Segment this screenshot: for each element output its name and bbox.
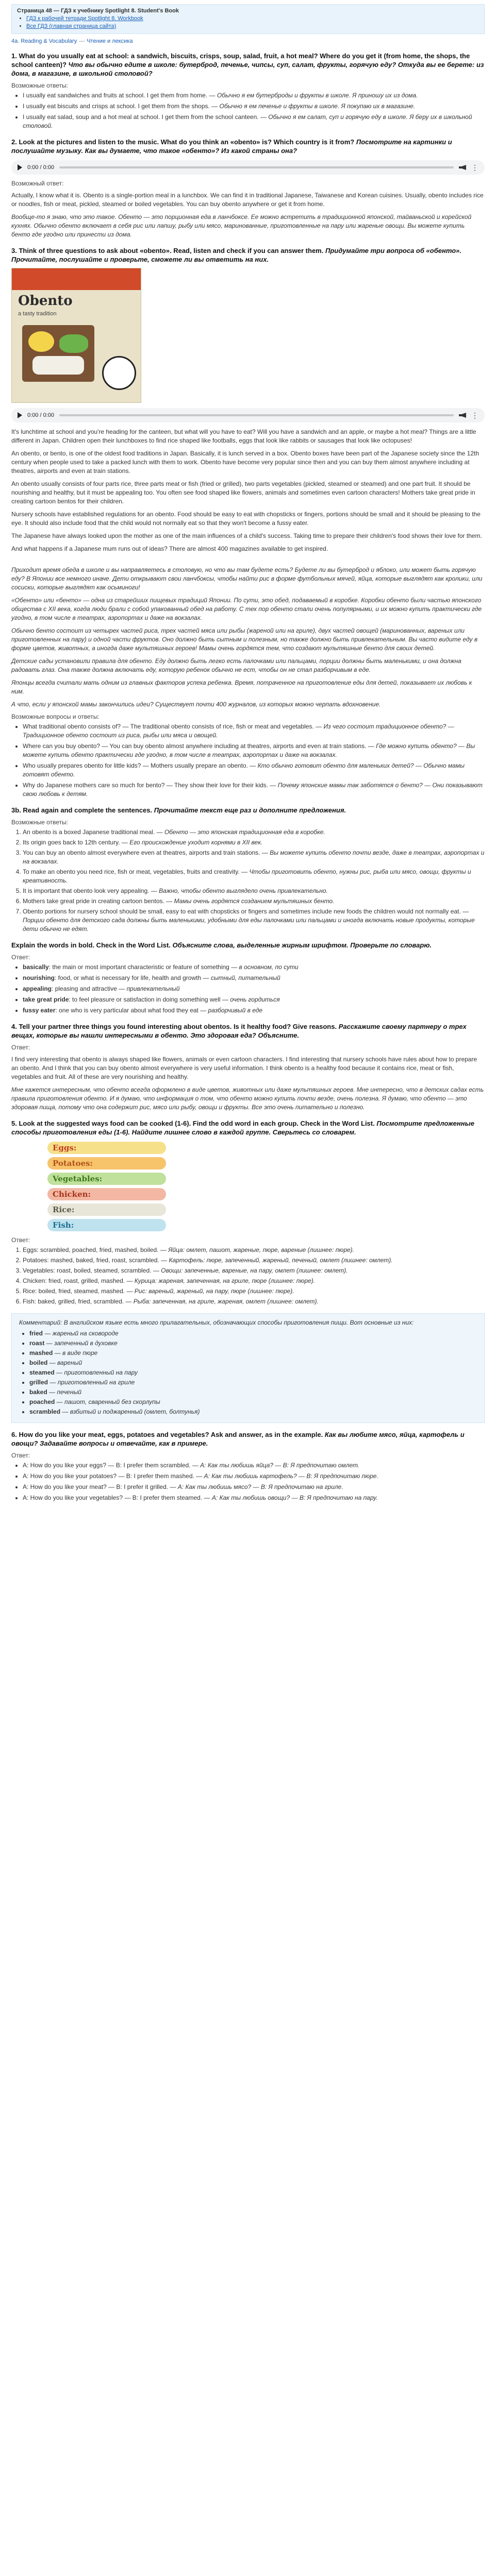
list-item: • grilled — приготовленный на гриле bbox=[29, 1378, 477, 1387]
vocab-word: basically bbox=[23, 963, 49, 971]
answer-en: To make an obento you need rice, fish or meat, vegetables, fruits and creativity. bbox=[23, 868, 240, 875]
answer-ru: Порции обенто для детского сада должны быть маленькими, удобными для еды палочками или пальцами и иногда включать новые продукты, которые дети обычно не едят. bbox=[23, 917, 475, 933]
vocab-word: fussy eater bbox=[23, 1007, 56, 1014]
vocab-translation: сытный, питательный bbox=[210, 974, 280, 981]
nav-link-item bbox=[26, 23, 479, 30]
translation-paragraph: Детские сады установили правила для обенто. Еду должно быть легко есть палочками или пальцами, порции должны быть маленькими, и она должна радовать глаз. Она также должна включать еду, которую ребенок обычно не ест, чтобы он не стал разборчивым в еде. bbox=[11, 657, 461, 673]
vocab-translation: разборчивый в еде bbox=[208, 1007, 263, 1014]
audio-player-1[interactable] bbox=[11, 160, 485, 175]
task-4-question bbox=[11, 1022, 485, 1040]
translation-paragraph: «Обенто» или «бенто» — одна из старейших пищевых традиций Японии. По сути, это обед, подаваемый в коробке. Коробки обенто были частью японского общества с XII века, когда люди брали с собой упакованный обед на работу. С тех пор обенто стали очень популярными, и их можно купить практически где угодно, в том числе в театрах, аэропортах и даже на вокзалах. bbox=[11, 597, 482, 621]
task-5-answers bbox=[11, 1246, 485, 1306]
cooking-term-ru: печеный bbox=[57, 1388, 81, 1396]
audio-player-2[interactable] bbox=[11, 408, 485, 422]
text-paragraph: An obento usually consists of four parts rice, three parts meat or fish (fried or grilled), two parts vegetables (pickled, steamed or steamed) and one part fruit. It should be nourishing and healthy, but it must be appealing too. You often see food shaped like flowers, animals and sometimes even cartoon characters! Mothers take great pride in creating cartoon bentos for their children. bbox=[11, 480, 475, 505]
obento-book-image bbox=[11, 268, 141, 403]
answer-ru: Обычно я ем бутерброды и фрукты в школе. Я приношу их из дома. bbox=[217, 92, 418, 99]
task-4-label: Ответ: bbox=[11, 1044, 30, 1051]
answer-ru: Обычно я ем печенье и фрукты в школе. Я покупаю их в магазине. bbox=[219, 103, 416, 110]
translation-paragraph: А что, если у японской мамы закончились идеи? Существует почти 400 журналов, из которых можно черпать вдохновение. bbox=[11, 701, 381, 708]
task-3b-ru: Прочитайте текст еще раз и дополните предложения. bbox=[154, 806, 346, 814]
cooking-term: scrambled bbox=[29, 1408, 61, 1415]
task-3-en: 3. Think of three questions to ask about «obento». Read, listen and check if you can answer them. bbox=[11, 247, 324, 255]
text-paragraph: An obento, or bento, is one of the oldest food traditions in Japan. Basically, it is lunch served in a box. Obento boxes have been part of the Japanese society since the 12th century when people used to take a packed lunch with them to work. Obento have become very popular since then and you can buy them almost anywhere including at theatres, airports and even at train stations. bbox=[11, 450, 480, 474]
food-label-chicken: Chicken: bbox=[47, 1188, 166, 1200]
book-header-band bbox=[12, 268, 141, 290]
list-item: 1. Eggs: scrambled, poached, fried, mashed, boiled. — Яйца: омлет, пашот, жареные, пюре, вареные (лишнее: пюре). bbox=[23, 1246, 485, 1255]
answer-en: What traditional obento consists of? — The traditional obento consists of rice, fish or meat and vegetables. bbox=[23, 723, 314, 730]
answer-ru: Овощи: запеченные, вареные, на пару, омлет (лишнее: омлет). bbox=[161, 1267, 348, 1274]
play-icon[interactable] bbox=[18, 164, 22, 171]
list-item: • fried — жареный на сковороде bbox=[29, 1329, 477, 1338]
comment-intro: Комментарий: В английском языке есть много прилагательных, обозначающих способы приготовления пищи. Вот основные из них: bbox=[19, 1319, 414, 1326]
vocab-definition: one who is very particular about what food they eat bbox=[59, 1007, 199, 1014]
list-item: • mashed — в виде пюре bbox=[29, 1349, 477, 1358]
list-item: • baked — печеный bbox=[29, 1388, 477, 1397]
answer-en: I usually eat biscuits and crisps at school. I get them from the shops. bbox=[23, 103, 210, 110]
list-item: • A: How do you like your potatoes? — B: I prefer them mashed. — A: Как ты любишь картофель? — B: Я предпочитаю пюре. bbox=[23, 1472, 485, 1481]
breadcrumb-separator: — bbox=[79, 38, 85, 44]
answer-ru: Картофель: пюре, запеченный, жареный, печеный, омлет (лишнее: омлет). bbox=[169, 1257, 393, 1264]
list-item: • A: How do you like your vegetables? — B: I prefer them steamed. — A: Как ты любишь овощи? — B: Я предпочитаю на пару. bbox=[23, 1494, 485, 1502]
text-paragraph: Nursery schools have established regulations for an obento. Food should be easy to eat with chopsticks or fingers, portions should be small and it should be pleasing to the eye. It should also include food that the child would not normally eat so that they won't become a fussy eater. bbox=[11, 511, 481, 527]
vocab-word: appealing bbox=[23, 985, 52, 992]
cooking-term-ru: запеченный в духовке bbox=[54, 1340, 118, 1347]
task-2-answer-ru: Вообще-то я знаю, что это такое. Обенто — это порционная еда в ланчбоксе. Ее можно встретить в традиционной японской, тайваньской и корейской кухнях. Обычно обенто включает в себя рис или лапшу, рыбу или мясо, маринованные, приготовленные на пару или жареные овощи. Вы можете купить бенто где угодно или принести из дома. bbox=[11, 213, 472, 238]
breadcrumb-section[interactable]: 4a. Reading & Vocabulary bbox=[11, 38, 77, 44]
task-1-answers bbox=[11, 91, 485, 130]
vocab-definition: pleasing and attractive bbox=[55, 985, 117, 992]
cooking-term-ru: пашот, сваренный без скорлупы bbox=[64, 1398, 160, 1405]
vocab-word: take great pride bbox=[23, 996, 69, 1003]
audio-progress-track[interactable] bbox=[59, 166, 454, 168]
book-subtitle: a tasty tradition bbox=[18, 311, 57, 317]
answer-ru: Мамы очень гордятся созданием мультяшных бенто. bbox=[174, 897, 335, 905]
vocab-definition: food, or what is necessary for life, health and growth bbox=[58, 974, 202, 981]
list-item: 4. Chicken: fried, roast, grilled, mashed. — Курица: жареная, запеченная, на гриле, пюре (лишнее: пюре). bbox=[23, 1277, 485, 1285]
cooking-term: grilled bbox=[29, 1379, 48, 1386]
answer-ru: A: Как ты любишь картофель? — B: Я предпочитаю пюре. bbox=[204, 1472, 378, 1480]
translation-paragraph: Обычно бенто состоит из четырех частей риса, трех частей мяса или рыбы (жареной или на гриле), двух частей овощей (маринованных, вареных или приготовленных на пару) и одной части фруктов. Оно должно быть сытным и полезным, но также должно быть привлекательным. Вы часто видите еду в форме цветов, животных, а иногда даже мультяшных героев! Мамы очень гордятся тем, что создают мультяшные бенто для своих детей. bbox=[11, 627, 478, 652]
cooking-term-ru: приготовленный на гриле bbox=[57, 1379, 135, 1386]
food-illustration bbox=[32, 356, 84, 375]
task-6-ru: Как вы любите мясо, яйца, картофель и овощи? Задавайте вопросы и отвечайте, как в примере. bbox=[11, 1431, 465, 1447]
answer-en: I usually eat sandwiches and fruits at school. I get them from home. bbox=[23, 92, 208, 99]
list-item: • basically: the main or most important characteristic or feature of something — в основном, по сути bbox=[23, 963, 485, 972]
cooking-term-ru: взбитый и поджаренный (омлет, болтунья) bbox=[70, 1408, 200, 1415]
answer-en: Potatoes: mashed, baked, fried, roast, scrambled. bbox=[23, 1257, 159, 1264]
list-item: 6. Mothers take great pride in creating cartoon bentos. — Мамы очень гордятся созданием мультяшных бенто. bbox=[23, 897, 485, 906]
list-item: • I usually eat sandwiches and fruits at school. I get them from home. — Обычно я ем бутерброды и фрукты в школе. Я приношу их из дома. bbox=[23, 91, 485, 100]
audio-time: 0:00 / 0:00 bbox=[27, 412, 54, 418]
panda-illustration bbox=[102, 356, 136, 390]
answer-ru: Яйца: омлет, пашот, жареные, пюре, вареные (лишнее: пюре). bbox=[168, 1246, 355, 1253]
answer-en: Eggs: scrambled, poached, fried, mashed, boiled. bbox=[23, 1246, 159, 1253]
vocab-definition: the main or most important characteristic or feature of something bbox=[52, 963, 229, 971]
task-2-label: Возможный ответ: bbox=[11, 180, 64, 187]
task-3b-label: Возможные ответы: bbox=[11, 819, 68, 826]
list-item: 1. An obento is a boxed Japanese traditional meal. — Обенто — это японская традиционная еда в коробке. bbox=[23, 828, 485, 837]
task-3c-en: Explain the words in bold. Check in the Word List. bbox=[11, 941, 171, 949]
text-paragraph: The Japanese have always looked upon the mother as one of the main influences of a child's success. Taking time to prepare their children's food shows their love for them. bbox=[11, 532, 482, 539]
cooking-term: fried bbox=[29, 1330, 43, 1337]
answer-en: It is important that obento look very appealing. bbox=[23, 887, 150, 894]
food-label-potatoes: Potatoes: bbox=[47, 1157, 166, 1170]
task-5-ru: Посмотрите предложенные способы приготовления еды (1-6). Найдите лишнее слово в каждой группе. Сверьтесь со словарем. bbox=[11, 1120, 474, 1136]
task-1-question bbox=[11, 52, 485, 78]
text-paragraph: It's lunchtime at school and you're heading for the canteen, but what will you have to eat? Will you have a sandwich and an apple, or maybe a hot meal? Things are a little different in Japan. Children open their lunchboxes to find rice shaped like footballs, eggs that look like rabbits or sausages that look like octopuses! bbox=[11, 428, 476, 444]
answer-ru: A: Как ты любишь яйца? — B: Я предпочитаю омлет. bbox=[200, 1462, 360, 1469]
list-item: • A: How do you like your meat? — B: I prefer it grilled. — A: Как ты любишь мясо? — B: Я предпочитаю на гриле. bbox=[23, 1483, 485, 1492]
task-3c-words bbox=[11, 963, 485, 1015]
list-item: • take great pride: to feel pleasure or satisfaction in doing something well — очень гордиться bbox=[23, 995, 485, 1004]
vocab-translation: привлекательный bbox=[126, 985, 180, 992]
task-3c-label: Ответ: bbox=[11, 954, 30, 961]
list-item: • scrambled — взбитый и поджаренный (омлет, болтунья) bbox=[29, 1408, 477, 1416]
task-5-en: 5. Look at the suggested ways food can be cooked (1-6). Find the odd word in each group. Check in the Word List. bbox=[11, 1120, 375, 1127]
list-item: 5. Rice: boiled, fried, steamed, mashed. — Рис: вареный, жареный, на пару, пюре (лишнее: пюре). bbox=[23, 1287, 485, 1296]
task-4-answer-en: I find very interesting that obento is always shaped like flowers, animals or even cartoon characters. I find interesting that nursery schools have rules about how to prepare an obento. And I think that you can buy obento almost everywhere is very useful information. I think obento is a healthy food because it contains rice, meat or fish, vegetables and fruit. All of these are very nourishing and healthy. bbox=[11, 1056, 477, 1080]
food-label-eggs: Eggs: bbox=[47, 1142, 166, 1154]
more-options-icon[interactable]: ⋮ bbox=[471, 411, 478, 419]
answer-en: A: How do you like your meat? — B: I prefer it grilled. bbox=[23, 1483, 169, 1490]
answer-en: A: How do you like your potatoes? — B: I prefer them mashed. bbox=[23, 1472, 194, 1480]
list-item: • What traditional obento consists of? — The traditional obento consists of rice, fish or meat and vegetables. — Из чего состоит традиционное обенто? — Традиционное обенто состоит из риса, рыбы или мяса и овощей. bbox=[23, 722, 485, 740]
task-6-en: 6. How do you like your meat, eggs, potatoes and vegetables? Ask and answer, as in the example. bbox=[11, 1431, 323, 1438]
answer-en: I usually eat salad, soup and a hot meal at school. I get them from the school canteen. bbox=[23, 113, 259, 121]
food-label-vegetables: Vegetables: bbox=[47, 1173, 166, 1185]
breadcrumb bbox=[11, 38, 485, 44]
list-item: • roast — запеченный в духовке bbox=[29, 1339, 477, 1348]
cooking-term: mashed bbox=[29, 1349, 53, 1357]
list-item: • I usually eat salad, soup and a hot meal at school. I get them from the school canteen. — Обычно я ем салат, суп и горячую еду в школе. Я беру их в школьной столовой. bbox=[23, 113, 485, 130]
answer-ru: Рыба: запеченная, на гриле, жареная, омлет (лишнее: омлет). bbox=[133, 1298, 319, 1305]
answer-en: Mothers take great pride in creating cartoon bentos. bbox=[23, 897, 164, 905]
answer-ru: Его происхождение уходит корнями в XII век. bbox=[129, 839, 263, 846]
list-item: • A: How do you like your eggs? — B: I prefer them scrambled. — A: Как ты любишь яйца? — B: Я предпочитаю омлет. bbox=[23, 1461, 485, 1470]
cooking-term-ru: в виде пюре bbox=[62, 1349, 98, 1357]
answer-en: Rice: boiled, fried, steamed, mashed. bbox=[23, 1287, 125, 1295]
answer-ru: Важно, чтобы обенто выглядело очень привлекательно. bbox=[159, 887, 328, 894]
answer-ru: Где можно купить обенто? — Вы можете купить обенто практически где угодно, в том числе в театрах, аэропортах и даже на вокзалах. bbox=[23, 742, 475, 758]
answer-en: Chicken: fried, roast, grilled, mashed. bbox=[23, 1277, 125, 1284]
task-3b-question bbox=[11, 806, 485, 815]
answer-ru: Кто обычно готовит обенто для маленьких детей? — Обычно мамы готовят обенто. bbox=[23, 762, 465, 778]
task-2-ru: Посмотрите на картинки и послушайте музыку. Как вы думаете, что такое «обенто»? Из какой страны она? bbox=[11, 138, 452, 155]
list-item: 5. It is important that obento look very appealing. — Важно, чтобы обенто выглядело очень привлекательно. bbox=[23, 887, 485, 895]
food-illustration bbox=[28, 331, 54, 352]
translation-paragraph: Приходит время обеда в школе и вы направляетесь в столовую, но что вы там будете есть? Будете ли вы бутерброд и яблоко, или может быть горячую еду? В Японии все немного иначе. Дети открывают свои ланчбоксы, чтобы найти рис в форме футбольных мячей, яйца, которые выглядят как кролики, или сосиски, которые выглядят как осьминоги! bbox=[11, 566, 483, 591]
answer-en: Who usually prepares obento for little kids? — Mothers usually prepare an obento. bbox=[23, 762, 248, 769]
answer-en: Obento portions for nursery school should be small, easy to eat with chopsticks or fingers and sometimes include new foods the children would not normally eat. bbox=[23, 908, 461, 915]
answer-ru: Рис: вареный, жареный, на пару, пюре (лишнее: пюре). bbox=[134, 1287, 294, 1295]
audio-progress-track[interactable] bbox=[59, 414, 454, 416]
list-item: • appealing: pleasing and attractive — привлекательный bbox=[23, 985, 485, 993]
task-3c-ru: Объясните слова, выделенные жирным шрифтом. Проверьте по словарю. bbox=[172, 941, 432, 949]
task-6-answers bbox=[11, 1461, 485, 1502]
food-label-fish: Fish: bbox=[47, 1219, 166, 1231]
task-3c-question bbox=[11, 941, 485, 950]
list-item: 3. You can buy an obento almost everywhere even at theatres, airports and train stations. — Вы можете купить обенто почти везде, даже в театрах, аэропортах и на вокзалах. bbox=[23, 849, 485, 866]
food-label-rice: Rice: bbox=[47, 1204, 166, 1216]
cooking-methods-image bbox=[47, 1142, 166, 1231]
cooking-term: boiled bbox=[29, 1359, 48, 1366]
cooking-term-ru: вареный bbox=[57, 1359, 82, 1366]
answer-ru: Курица: жареная, запеченная, на гриле, пюре (лишнее: пюре). bbox=[134, 1277, 316, 1284]
answer-en: You can buy an obento almost everywhere even at theatres, airports and train stations. bbox=[23, 849, 260, 856]
vocab-translation: в основном, по сути bbox=[239, 963, 299, 971]
cooking-term: baked bbox=[29, 1388, 47, 1396]
nav-link-item bbox=[26, 15, 479, 23]
task-2-en: 2. Look at the pictures and listen to the music. What do you think an «obento» is? Which country is it from? bbox=[11, 138, 355, 146]
answer-ru: Обычно я ем салат, суп и горячую еду в школе. Я беру их в школьной столовой. bbox=[23, 113, 472, 129]
task-3b-en: 3b. Read again and complete the sentences. bbox=[11, 806, 153, 814]
task-4-en: 4. Tell your partner three things you found interesting about obentos. Is it healthy food? Give reasons. bbox=[11, 1023, 337, 1030]
list-item: • boiled — вареный bbox=[29, 1359, 477, 1367]
answer-ru: Вы можете купить обенто почти везде, даже в театрах, аэропортах и на вокзалах. bbox=[23, 849, 485, 865]
vocab-word: nourishing bbox=[23, 974, 55, 981]
answer-ru: Обенто — это японская традиционная еда в коробке. bbox=[164, 828, 325, 836]
cooking-term: roast bbox=[29, 1340, 45, 1347]
volume-icon[interactable] bbox=[459, 165, 466, 170]
cooking-term: steamed bbox=[29, 1369, 55, 1376]
text-paragraph: And what happens if a Japanese mum runs out of ideas? There are almost 400 magazines available to get inspired. bbox=[11, 545, 328, 552]
answer-en: Fish: baked, grilled, fried, scrambled. bbox=[23, 1298, 124, 1305]
list-item: 2. Potatoes: mashed, baked, fried, roast, scrambled. — Картофель: пюре, запеченный, жареный, печеный, омлет (лишнее: омлет). bbox=[23, 1256, 485, 1265]
volume-icon[interactable] bbox=[459, 413, 466, 418]
list-item: • fussy eater: one who is very particular about what food they eat — разборчивый в еде bbox=[23, 1006, 485, 1015]
task-6-question bbox=[11, 1430, 485, 1448]
list-item: 4. To make an obento you need rice, fish or meat, vegetables, fruits and creativity. — Чтобы приготовить обенто, нужны рис, рыба или мясо, овощи, фрукты и креативность. bbox=[23, 868, 485, 885]
list-item: • steamed — приготовленный на пару bbox=[29, 1368, 477, 1377]
task-2-answer-en: Actually, I know what it is. Obento is a single-portion meal in a lunchbox. We can find it in traditional Japanese, Taiwanese and Korean cuisines. Usually, obento includes rice or noodles, fish or meat, pickled, steamed or boiled vegetables. You can buy obento anywhere or get it from home. bbox=[11, 192, 484, 208]
task-6-label: Ответ: bbox=[11, 1452, 30, 1459]
breadcrumb-section-ru: Чтение и лексика bbox=[87, 38, 133, 44]
cooking-term-ru: жареный на сковороде bbox=[52, 1330, 119, 1337]
task-1-ru: Что вы обычно едите в школе: бутерброд, печенье, чипсы, суп, салат, фрукты, горячую еду? Откуда вы ее берете: из дома, в магазине, в школьной столовой? bbox=[11, 61, 484, 77]
answer-en: Its origin goes back to 12th century. bbox=[23, 839, 120, 846]
answer-ru: Из чего состоит традиционное обенто? — Традиционное обенто состоит из риса, рыбы или мяса и овощей. bbox=[23, 723, 454, 739]
answer-en: Vegetables: roast, boiled, steamed, scrambled. bbox=[23, 1267, 152, 1274]
audio-time: 0:00 / 0:00 bbox=[27, 164, 54, 171]
list-item: • Why do Japanese mothers care so much for bento? — They show their love for their kids. — Почему японские мамы так заботятся о бенто? — Они показывают свою любовь к детям. bbox=[23, 781, 485, 799]
answer-en: An obento is a boxed Japanese traditional meal. bbox=[23, 828, 155, 836]
task-3-qa bbox=[11, 722, 485, 799]
answer-en: Why do Japanese mothers care so much for bento? — They show their love for their kids. bbox=[23, 782, 269, 789]
cooking-term: poached bbox=[29, 1398, 55, 1405]
translation-paragraph: Японцы всегда считали мать одним из главных факторов успеха ребенка. Время, потраченное на приготовление еды для детей, показывает их любовь к ним. bbox=[11, 679, 472, 695]
list-item: • I usually eat biscuits and crisps at school. I get them from the shops. — Обычно я ем печенье и фрукты в школе. Я покупаю их в магазине. bbox=[23, 102, 485, 111]
answer-en: A: How do you like your eggs? — B: I prefer them scrambled. bbox=[23, 1462, 191, 1469]
more-options-icon[interactable]: ⋮ bbox=[471, 163, 478, 172]
list-item: 7. Obento portions for nursery school should be small, easy to eat with chopsticks or fingers and sometimes include new foods the children would not normally eat. — Порции обенто для детского сада должны быть маленькими, удобными для еды палочками или пальцами и иногда включать новые продукты, которые дети обычно не едят. bbox=[23, 907, 485, 934]
task-2-question bbox=[11, 138, 485, 155]
food-illustration bbox=[59, 334, 88, 353]
book-title: Obento bbox=[18, 293, 73, 309]
task-3-label: Возможные вопросы и ответы: bbox=[11, 713, 100, 720]
task-1-label: Возможные ответы: bbox=[11, 82, 68, 89]
nav-links bbox=[17, 15, 479, 30]
nav-link-home[interactable]: Все ГДЗ (главная страница сайта) bbox=[26, 23, 117, 29]
list-item: • nourishing: food, or what is necessary for life, health and growth — сытный, питательный bbox=[23, 974, 485, 982]
answer-ru: Чтобы приготовить обенто, нужны рис, рыба или мясо, овощи, фрукты и креативность. bbox=[23, 868, 471, 884]
nav-title: Страница 48 — ГДЗ к учебнику Spotlight 8. Student's Book bbox=[17, 8, 179, 14]
list-item: • Where can you buy obento? — You can buy obento almost anywhere including at theatres, airports and even at train stations. — Где можно купить обенто? — Вы можете купить обенто практически где угодно, в том числе в театрах, аэропортах и даже на вокзалах. bbox=[23, 742, 485, 759]
comment-box bbox=[11, 1313, 485, 1423]
vocab-translation: очень гордиться bbox=[230, 996, 280, 1003]
nav-link-workbook[interactable]: ГДЗ к рабочей тетради Spotlight 8. Workbook bbox=[26, 15, 143, 22]
list-item: • poached — пашот, сваренный без скорлупы bbox=[29, 1398, 477, 1406]
list-item: • Who usually prepares obento for little kids? — Mothers usually prepare an obento. — Кто обычно готовит обенто для маленьких детей? — Обычно мамы готовят обенто. bbox=[23, 761, 485, 779]
vocab-definition: to feel pleasure or satisfaction in doing something well bbox=[72, 996, 221, 1003]
cooking-term-ru: приготовленный на пару bbox=[64, 1369, 138, 1376]
answer-ru: A: Как ты любишь овощи? — B: Я предпочитаю на пару. bbox=[211, 1494, 378, 1501]
task-3b-answers bbox=[11, 828, 485, 934]
nav-box bbox=[11, 4, 485, 34]
comment-list bbox=[19, 1329, 477, 1416]
task-3-ru: Придумайте три вопроса об «обенто». Прочитайте, послушайте и проверьте, сможете ли вы ответить на них. bbox=[11, 247, 461, 263]
list-item: 3. Vegetables: roast, boiled, steamed, scrambled. — Овощи: запеченные, вареные, на пару, омлет (лишнее: омлет). bbox=[23, 1266, 485, 1275]
task-3-question bbox=[11, 246, 485, 264]
list-item: 2. Its origin goes back to 12th century. — Его происхождение уходит корнями в XII век. bbox=[23, 838, 485, 847]
answer-en: A: How do you like your vegetables? — B: I prefer them steamed. bbox=[23, 1494, 203, 1501]
task-1-en: 1. What do you usually eat at school: a sandwich, biscuits, crisps, soup, salad, fruit, a hot meal? Where do you get it (from home, the shops, the school canteen)? bbox=[11, 52, 470, 69]
list-item: 6. Fish: baked, grilled, fried, scrambled. — Рыба: запеченная, на гриле, жареная, омлет (лишнее: омлет). bbox=[23, 1297, 485, 1306]
answer-ru: A: Как ты любишь мясо? — B: Я предпочитаю на гриле. bbox=[177, 1483, 343, 1490]
answer-ru: Почему японские мамы так заботятся о бенто? — Они показывают свою любовь к детям. bbox=[23, 782, 483, 798]
task-4-ru: Расскажите своему партнеру о трех вещах, которые вы нашли интересными в обенто. Это здоровая еда? Объясните. bbox=[11, 1023, 467, 1039]
answer-en: Where can you buy obento? — You can buy obento almost anywhere including at theatres, airports and even at train stations. bbox=[23, 742, 367, 750]
task-5-question bbox=[11, 1119, 485, 1137]
task-4-answer-ru: Мне кажется интересным, что обенто всегда оформлено в виде цветов, животных или даже мультяшных героев. Мне интересно, что в детских садах есть правила приготовления обенто. И я думаю, что информация о том, что обенто можно купить почти везде, очень полезна. Я думаю, что обенто — это здоровая пища, потому что она содержит рис, мясо или рыбу, овощи и фрукты. Все это очень питательно и полезно. bbox=[11, 1086, 484, 1111]
play-icon[interactable] bbox=[18, 412, 22, 418]
task-5-label: Ответ: bbox=[11, 1236, 30, 1244]
